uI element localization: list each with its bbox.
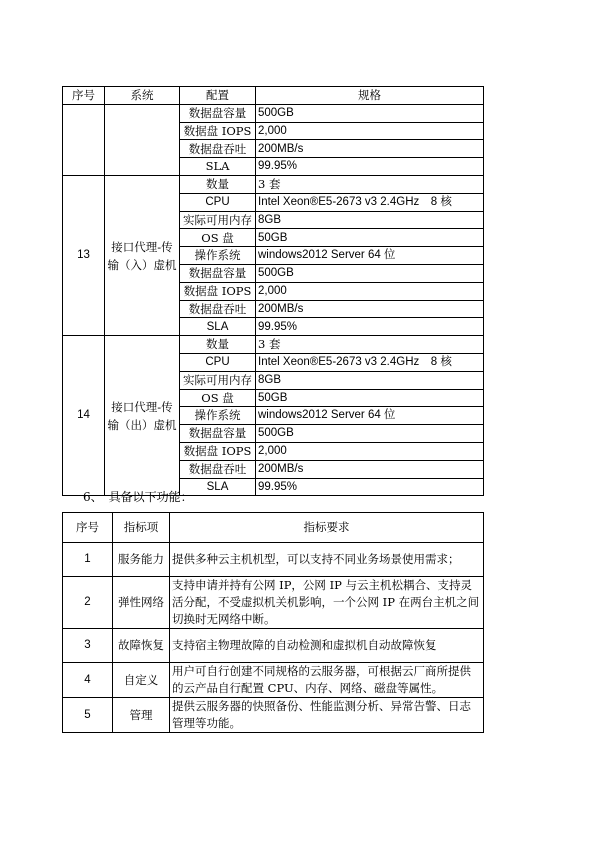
cell-spec: 99.95% bbox=[256, 318, 484, 336]
cell-item: 服务能力 bbox=[113, 543, 170, 577]
cell-config: 数据盘吞吐 bbox=[180, 300, 256, 318]
table-row bbox=[63, 336, 484, 354]
cell-spec: Intel Xeon®E5-2673 v3 2.4GHz 8 核 bbox=[256, 193, 484, 211]
cell-config: SLA bbox=[180, 158, 256, 176]
cell-config: CPU bbox=[180, 193, 256, 211]
header-system: 系统 bbox=[105, 87, 180, 105]
cell-config: 数据盘 IOPS bbox=[180, 442, 256, 460]
cell-config: 数据盘 IOPS bbox=[180, 282, 256, 300]
cell-spec: 2,000 bbox=[256, 282, 484, 300]
cell-spec: 200MB/s bbox=[256, 300, 484, 318]
cell-spec: 8GB bbox=[256, 371, 484, 389]
cell-no: 13 bbox=[63, 175, 105, 335]
cell-config: 数据盘容量 bbox=[180, 425, 256, 443]
header-config: 配置 bbox=[180, 87, 256, 105]
cell-spec: 200MB/s bbox=[256, 460, 484, 478]
cell-no: 4 bbox=[63, 663, 113, 698]
cell-no: 14 bbox=[63, 336, 105, 496]
cell-item: 管理 bbox=[113, 698, 170, 733]
cell-config: 数据盘 IOPS bbox=[180, 122, 256, 140]
cell-spec: 3 套 bbox=[256, 175, 484, 193]
cell-spec: 500GB bbox=[256, 425, 484, 443]
cell-requirement: 提供云服务器的快照备份、性能监测分析、异常告警、日志管理等功能。 bbox=[170, 698, 484, 733]
table-row bbox=[63, 543, 484, 577]
cell-no: 2 bbox=[63, 577, 113, 629]
cell-no: 3 bbox=[63, 629, 113, 663]
cell-spec: 500GB bbox=[256, 104, 484, 122]
header-spec: 规格 bbox=[256, 87, 484, 105]
cell-requirement: 支持宿主物理故障的自动检测和虚拟机自动故障恢复 bbox=[170, 629, 484, 663]
cell-system: 接口代理-传输（出）虚机 bbox=[105, 336, 180, 496]
cell-spec: 50GB bbox=[256, 229, 484, 247]
cell-config: 数量 bbox=[180, 336, 256, 354]
function-table bbox=[62, 512, 484, 733]
cell-config: 操作系统 bbox=[180, 247, 256, 265]
header-item: 指标项 bbox=[113, 513, 170, 543]
cell-config: 实际可用内存 bbox=[180, 371, 256, 389]
cell-config: 操作系统 bbox=[180, 407, 256, 425]
cell-item: 弹性网络 bbox=[113, 577, 170, 629]
cell-spec: windows2012 Server 64 位 bbox=[256, 247, 484, 265]
cell-spec: 99.95% bbox=[256, 158, 484, 176]
cell-config: 数据盘吞吐 bbox=[180, 460, 256, 478]
cell-config: 数量 bbox=[180, 175, 256, 193]
table-row bbox=[63, 629, 484, 663]
cell-spec: Intel Xeon®E5-2673 v3 2.4GHz 8 核 bbox=[256, 353, 484, 371]
table-row bbox=[63, 663, 484, 698]
cell-spec: 50GB bbox=[256, 389, 484, 407]
cell-config: SLA bbox=[180, 478, 256, 496]
cell-requirement: 提供多种云主机机型，可以支持不同业务场景使用需求； bbox=[170, 543, 484, 577]
header-requirement: 指标要求 bbox=[170, 513, 484, 543]
cell-config: OS 盘 bbox=[180, 389, 256, 407]
cell-item: 故障恢复 bbox=[113, 629, 170, 663]
cell-config: 数据盘容量 bbox=[180, 104, 256, 122]
cell-config: 数据盘吞吐 bbox=[180, 140, 256, 158]
function-table-header bbox=[63, 513, 484, 543]
cell-spec: 200MB/s bbox=[256, 140, 484, 158]
cell-spec: 8GB bbox=[256, 211, 484, 229]
table-row bbox=[63, 104, 484, 122]
table-row bbox=[63, 698, 484, 733]
cell-config: OS 盘 bbox=[180, 229, 256, 247]
header-no: 序号 bbox=[63, 87, 105, 105]
cell-requirement: 支持申请并持有公网 IP，公网 IP 与云主机松耦合、支持灵活分配，不受虚拟机关机影响，一个公网 IP 在两台主机之间切换时无网络中断。 bbox=[170, 577, 484, 629]
table-row bbox=[63, 577, 484, 629]
cell-no-empty bbox=[63, 104, 105, 175]
cell-no: 5 bbox=[63, 698, 113, 733]
section-heading: 6、 具备以下功能： bbox=[83, 490, 193, 504]
cell-spec: windows2012 Server 64 位 bbox=[256, 407, 484, 425]
header-no: 序号 bbox=[63, 513, 113, 543]
cell-system-empty bbox=[105, 104, 180, 175]
spec-table bbox=[62, 86, 484, 496]
cell-config: 数据盘容量 bbox=[180, 264, 256, 282]
cell-spec: 3 套 bbox=[256, 336, 484, 354]
spec-table-header bbox=[63, 87, 484, 105]
cell-no: 1 bbox=[63, 543, 113, 577]
cell-system: 接口代理-传输（入）虚机 bbox=[105, 175, 180, 335]
cell-config: 实际可用内存 bbox=[180, 211, 256, 229]
cell-spec: 2,000 bbox=[256, 122, 484, 140]
cell-item: 自定义 bbox=[113, 663, 170, 698]
cell-config: CPU bbox=[180, 353, 256, 371]
cell-spec: 2,000 bbox=[256, 442, 484, 460]
cell-requirement: 用户可自行创建不同规格的云服务器，可根据云厂商所提供的云产品自行配置 CPU、内存、网络、磁盘等属性。 bbox=[170, 663, 484, 698]
cell-spec: 99.95% bbox=[256, 478, 484, 496]
cell-spec: 500GB bbox=[256, 264, 484, 282]
table-row bbox=[63, 175, 484, 193]
cell-config: SLA bbox=[180, 318, 256, 336]
